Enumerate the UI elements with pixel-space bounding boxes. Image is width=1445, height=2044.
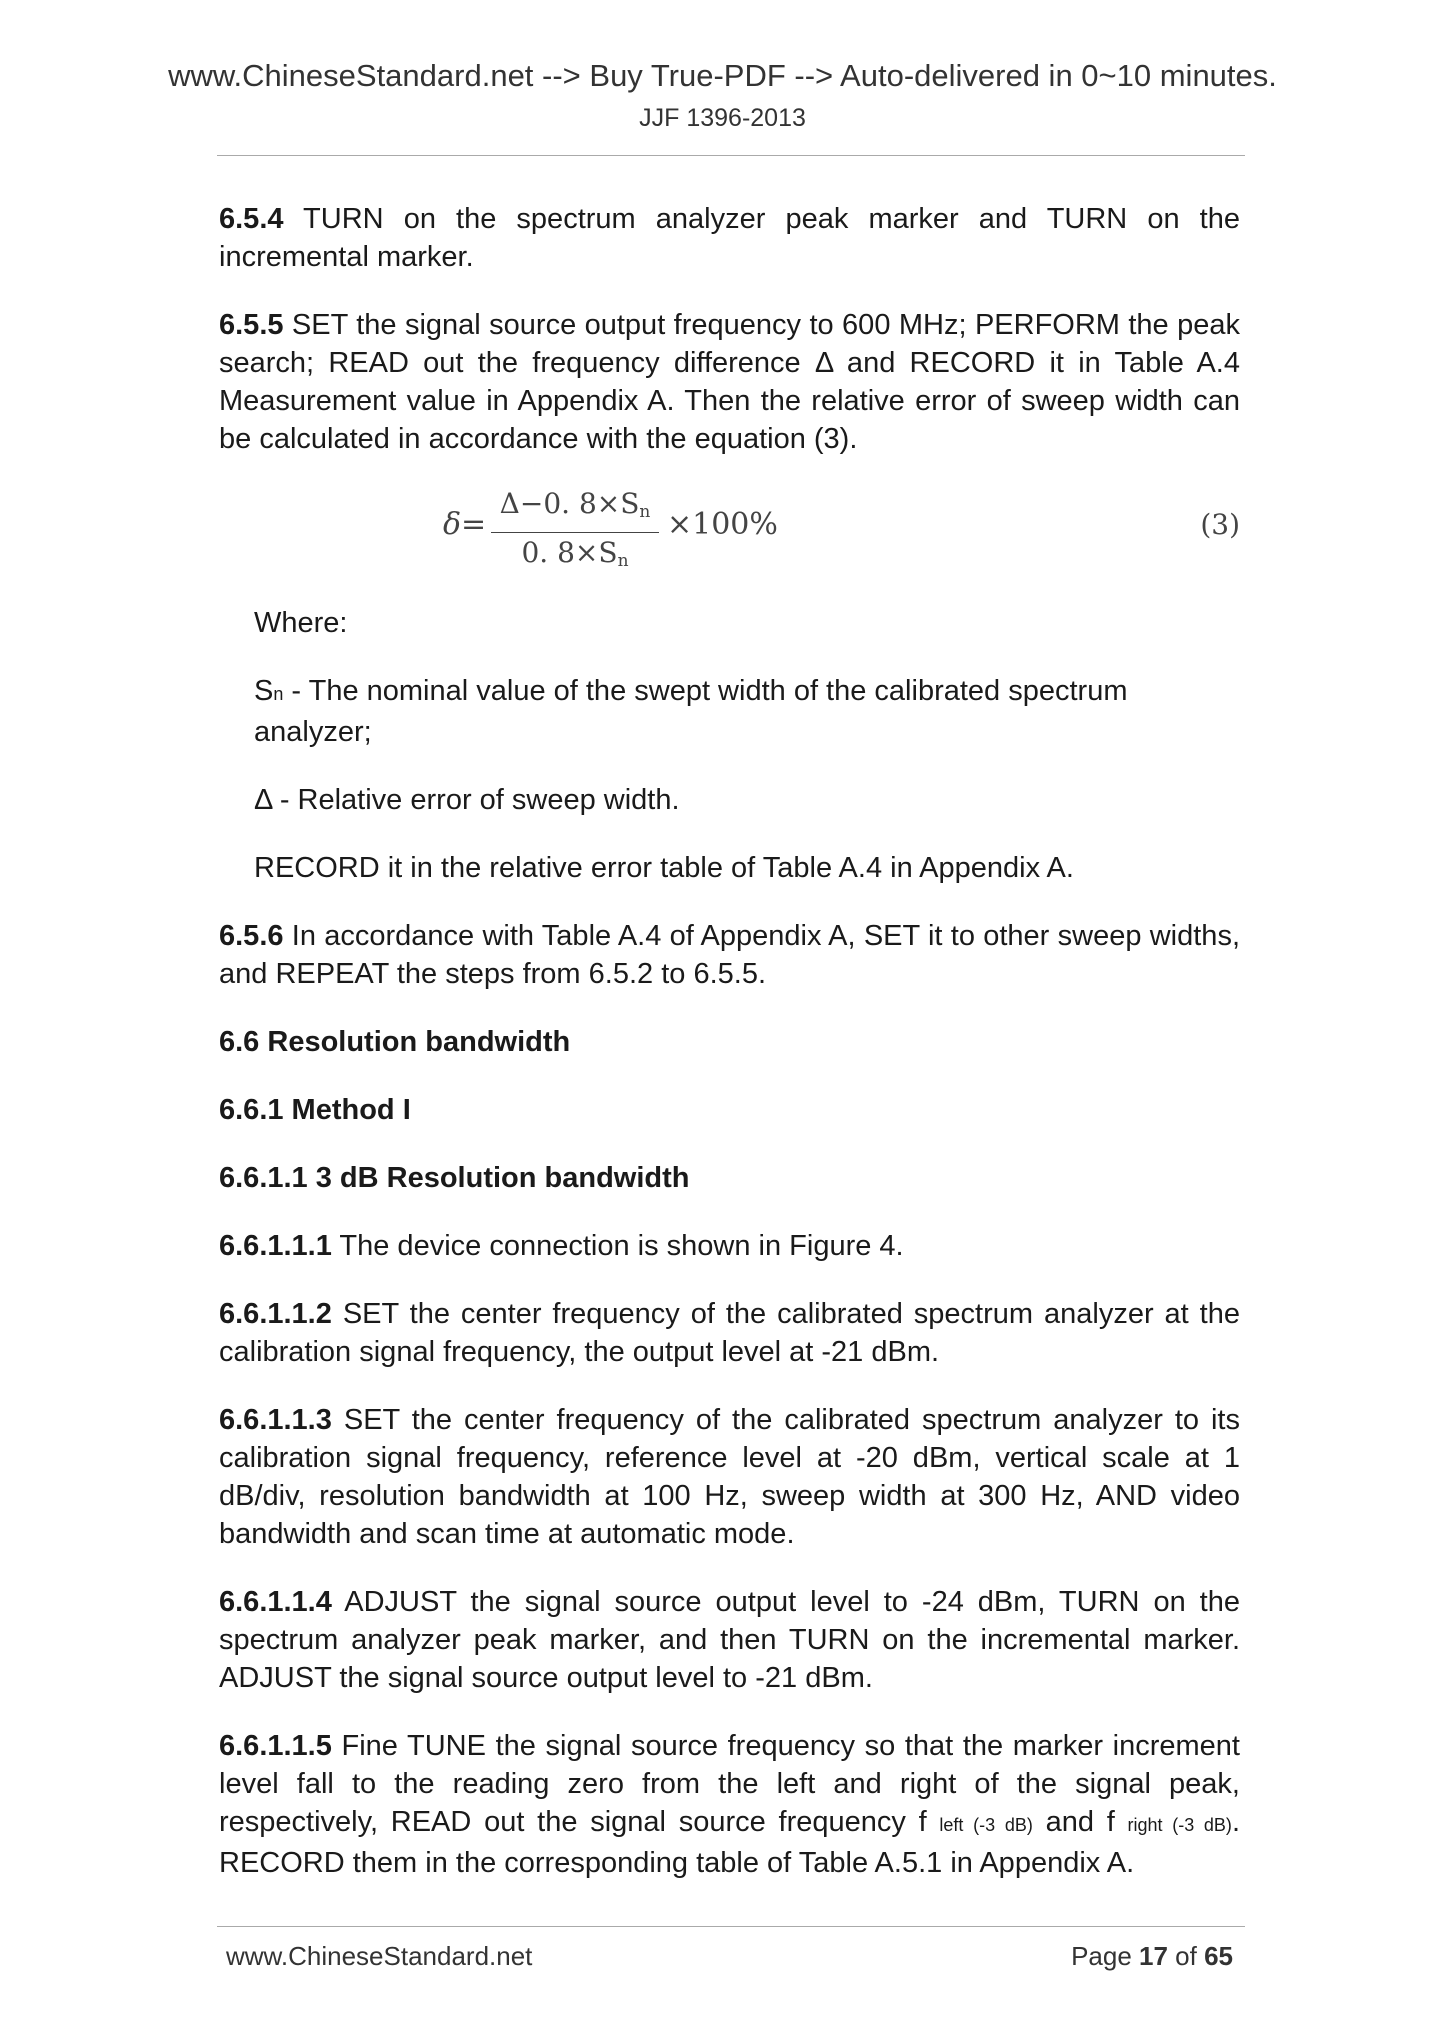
clause-text: Fine TUNE the signal source frequency so that the marker increment level fall to the reading zero from the left and right of the signal peak, respectively, READ out the signal source frequency f (219, 1730, 1240, 1838)
clause-number: 6.6.1.1.3 (219, 1404, 332, 1436)
equation-fraction (489, 484, 661, 581)
page-current: 17 (1139, 1941, 1168, 1971)
clause-text: and f (1032, 1806, 1128, 1838)
clause-text: . RECORD them in the corresponding table of Table A.5.1 in Appendix A. (219, 1806, 1240, 1879)
paragraph-6-5-4 (219, 200, 1240, 276)
heading-6-6-1: 6.6.1 Method I (219, 1094, 411, 1126)
page-of: of (1167, 1941, 1205, 1971)
definition-sn (254, 672, 1240, 751)
clause-text: SET the center frequency of the calibrated spectrum analyzer at the calibration signal frequency, the output level at -21 dBm. (219, 1298, 1240, 1368)
denominator-text: 0. 8×S (521, 536, 618, 569)
heading-6-6: 6.6 Resolution bandwidth (219, 1026, 571, 1058)
clause-text: In accordance with Table A.4 of Appendix A, SET it to other sweep widths, and REPEAT the steps from 6.5.2 to 6.5.5. (219, 920, 1240, 990)
clause-number: 6.5.6 (219, 920, 284, 952)
equation-lhs: δ= (443, 507, 487, 542)
header-divider (217, 155, 1245, 156)
page-label: Page (1071, 1941, 1140, 1971)
clause-number: 6.6.1.1.4 (219, 1586, 332, 1618)
clause-text: ADJUST the signal source output level to -24 dBm, TURN on the spectrum analyzer peak marker, and then TURN on the incremental marker. ADJUST the signal source output level to -21 dBm. (219, 1586, 1240, 1694)
subscript-left: left (-3 dB) (939, 1815, 1033, 1835)
clause-number: 6.5.4 (219, 203, 284, 235)
paragraph-6-6-1-1-2 (219, 1295, 1240, 1371)
clause-text: The device connection is shown in Figure 4. (331, 1230, 904, 1262)
document-number: JJF 1396-2013 (639, 104, 806, 132)
subscript-right: right (-3 dB) (1127, 1815, 1232, 1835)
paragraph-6-5-6 (219, 917, 1240, 993)
footer-site-link[interactable]: www.ChineseStandard.net (226, 1941, 533, 1971)
numerator-text: Δ−0. 8×S (499, 487, 640, 520)
record-instruction: RECORD it in the relative error table of Table A.4 in Appendix A. (254, 852, 1074, 884)
where-label: Where: (254, 607, 348, 639)
numerator-subscript: n (639, 502, 651, 522)
sn-subscript: n (273, 684, 284, 704)
paragraph-6-6-1-1-5 (219, 1727, 1240, 1882)
header-banner: www.ChineseStandard.net --> Buy True-PDF --> Auto-delivered in 0~10 minutes. (168, 58, 1277, 93)
sn-symbol: S (254, 675, 274, 707)
clause-number: 6.6.1.1.5 (219, 1730, 332, 1762)
paragraph-6-6-1-1-1 (219, 1227, 1240, 1265)
equation-3 (219, 484, 1240, 574)
paragraph-6-5-5 (219, 306, 1240, 458)
page-total: 65 (1204, 1941, 1233, 1971)
footer-divider (217, 1926, 1245, 1927)
equation-denominator (489, 533, 661, 581)
clause-text: SET the center frequency of the calibrated spectrum analyzer to its calibration signal frequency, reference level at -20 dBm, vertical scale at 1 dB/div, resolution bandwidth at 100 Hz, sweep width at 300 Hz, AND video bandwidth and scan time at automatic mode. (219, 1404, 1240, 1550)
clause-number: 6.5.5 (219, 309, 284, 341)
clause-number: 6.6.1.1.1 (219, 1230, 332, 1262)
clause-text: SET the signal source output frequency to 600 MHz; PERFORM the peak search; READ out the frequency difference Δ and RECORD it in Table A.4 Measurement value in Appendix A. Then the relative error of sweep width can be calculated in accordance with the equation (3). (219, 309, 1240, 455)
equation-tag: (3) (1200, 508, 1240, 541)
equation-numerator (489, 484, 661, 532)
page-indicator (1071, 1941, 1233, 1972)
heading-6-6-1-1: 6.6.1.1 3 dB Resolution bandwidth (219, 1162, 690, 1194)
paragraph-6-6-1-1-3 (219, 1401, 1240, 1553)
definition-delta: Δ - Relative error of sweep width. (254, 784, 680, 816)
sn-definition: - The nominal value of the swept width of the calibrated spectrum analyzer; (254, 675, 1128, 748)
clause-text: TURN on the spectrum analyzer peak marker and TURN on the incremental marker. (219, 203, 1240, 273)
equation-rhs: ×100% (667, 507, 778, 542)
paragraph-6-6-1-1-4 (219, 1583, 1240, 1697)
page-content (219, 200, 1240, 1912)
denominator-subscript: n (617, 551, 629, 571)
clause-number: 6.6.1.1.2 (219, 1298, 332, 1330)
